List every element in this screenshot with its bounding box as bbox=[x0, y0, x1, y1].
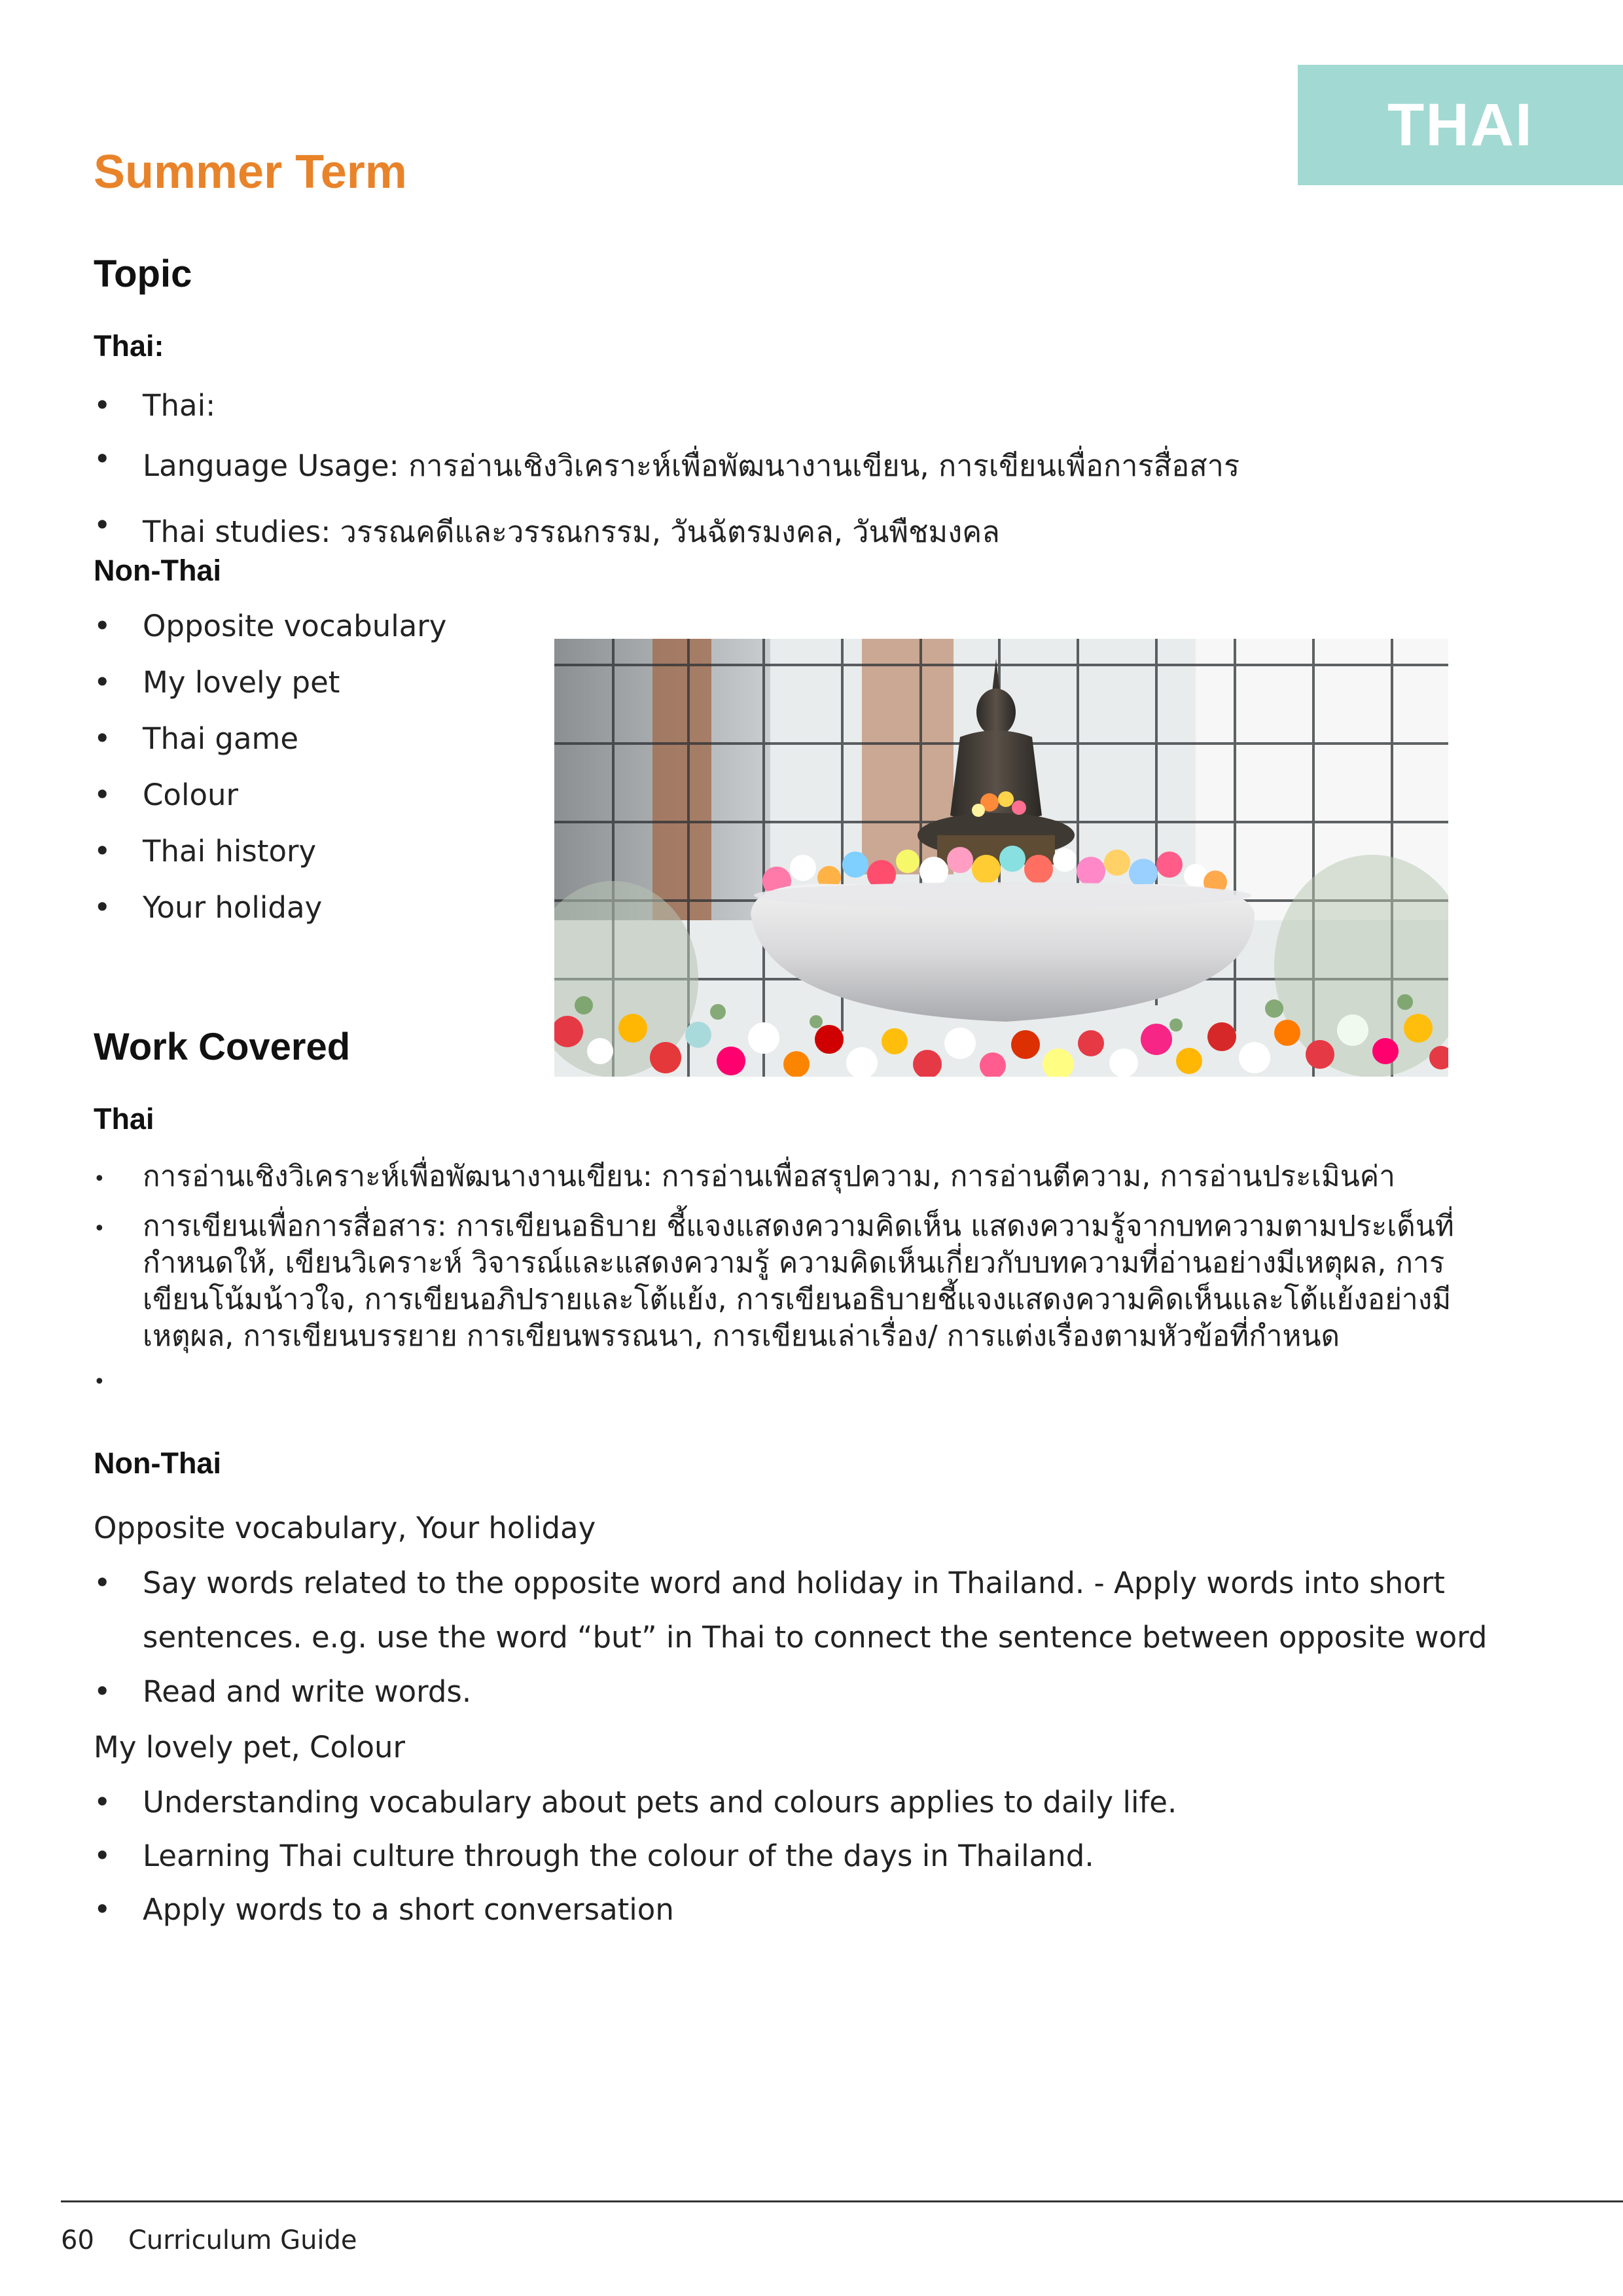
list-item: • Thai game bbox=[94, 721, 446, 756]
footer-divider bbox=[61, 2200, 1623, 2202]
list-item: • Read and write words. bbox=[94, 1674, 1487, 1709]
list-item: • Thai history bbox=[94, 834, 446, 869]
list-item: • Say words related to the opposite word and holiday in Thailand. - Apply words into short bbox=[94, 1566, 1487, 1600]
topic-nonthai-heading: Non-Thai bbox=[94, 554, 221, 587]
footer-label: Curriculum Guide bbox=[128, 2225, 357, 2255]
topic-heading: Topic bbox=[94, 253, 192, 295]
list-item: • การอ่านเชิงวิเคราะห์เพื่อพัฒนางานเขียน: การอ่านเพื่อสรุปความ, การอ่านตีความ, การอ่านประเมินค่า bbox=[94, 1158, 1455, 1195]
buddha-flower-illustration bbox=[554, 639, 1448, 1077]
topic-thai-list bbox=[94, 388, 1240, 555]
continuation-text: sentences. e.g. use the word “but” in Thai to connect the sentence between opposite word bbox=[143, 1620, 1488, 1655]
list-item: • Colour bbox=[94, 778, 446, 812]
list-item: • Thai studies: วรรณคดีและวรรณกรรม, วันฉัตรมงคล, วันพืชมงคล bbox=[94, 508, 1240, 555]
group-title: My lovely pet, Colour bbox=[94, 1730, 406, 1765]
work-thai-heading: Thai bbox=[94, 1102, 154, 1136]
topic-nonthai-list bbox=[94, 609, 446, 925]
buddha-flower-photo bbox=[554, 639, 1448, 1077]
list-item: • Learning Thai culture through the colour of the days in Thailand. bbox=[94, 1839, 1177, 1873]
list-item: • Understanding vocabulary about pets and colours applies to daily life. bbox=[94, 1785, 1177, 1820]
list-item: • Thai: bbox=[94, 388, 1240, 423]
list-item bbox=[94, 1361, 1455, 1398]
list-item: • Language Usage: การอ่านเชิงวิเคราะห์เพื่อพัฒนางานเขียน, การเขียนเพื่อการสื่อสาร bbox=[94, 442, 1240, 489]
list-item: • My lovely pet bbox=[94, 665, 446, 700]
list-item: • Your holiday bbox=[94, 890, 446, 925]
topic-thai-heading: Thai: bbox=[94, 329, 164, 363]
page-number: 60 bbox=[61, 2225, 94, 2255]
work-group1-list bbox=[94, 1566, 1487, 1709]
subject-tab: THAI bbox=[1298, 65, 1623, 185]
group-title: Opposite vocabulary, Your holiday bbox=[94, 1511, 596, 1545]
work-covered-heading: Work Covered bbox=[94, 1026, 351, 1068]
term-title: Summer Term bbox=[94, 146, 407, 198]
list-item: • Opposite vocabulary bbox=[94, 609, 446, 643]
list-item: • Apply words to a short conversation bbox=[94, 1892, 1177, 1927]
list-item: • การเขียนเพื่อการสื่อสาร: การเขียนอธิบาย ชี้แจงแสดงความคิดเห็น แสดงความรู้จากบทความตามประเด็นที่กำหนดให้, เขียนวิเคราะห์ วิจารณ์และแสดงความรู้ ความคิดเห็นเกี่ยวกับบทความที่อ่านอย่างมีเหตุผล, การเขียนโน้มน้าวใจ, การเขียนอภิปรายและโต้แย้ง, การเขียนอธิบายชี้แจงแสดงความคิดเห็นและโต้แย้งอย่างมีเหตุผล, การเขียนบรรยาย การเขียนพรรณนา, การเขียนเล่าเรื่อง/ การแต่งเรื่องตามหัวข้อที่กำหนด bbox=[94, 1208, 1455, 1355]
work-nonthai-heading: Non-Thai bbox=[94, 1446, 221, 1480]
work-group2-list bbox=[94, 1785, 1177, 1927]
list-item-continuation bbox=[94, 1620, 1487, 1655]
work-thai-list bbox=[94, 1158, 1455, 1398]
